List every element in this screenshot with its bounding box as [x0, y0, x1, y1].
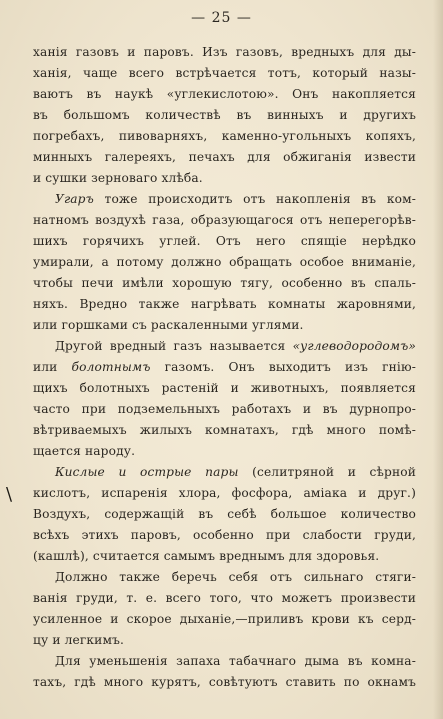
text-line: [33, 483, 416, 504]
line-text: тоже происходитъ отъ накопленія въ ком-: [93, 192, 416, 206]
body-text: [33, 42, 416, 693]
text-line: [33, 231, 416, 252]
line-text: кислотъ, испаренія хлора, фосфора, аміака и друг.): [33, 486, 416, 500]
line-text: шихъ горячихъ углей. Отъ него спящіе нерѣдко: [33, 234, 416, 248]
text-line: [33, 630, 416, 651]
text-line: [33, 42, 416, 63]
line-text: часто при подземельныхъ работахъ и въ дурнопро-: [33, 402, 416, 416]
line-text: натномъ воздухѣ газа, образующагося отъ неперегорѣв-: [33, 213, 416, 227]
emphasized-term: болотнымъ: [71, 360, 151, 374]
line-text: и сушки зерноваго хлѣба.: [33, 171, 203, 185]
emphasized-term: Угаръ: [55, 192, 94, 206]
text-line: [33, 294, 416, 315]
text-line: [33, 672, 416, 693]
text-line: [33, 420, 416, 441]
line-text: всѣхъ этихъ паровъ, особенно при слабости груди,: [33, 528, 416, 542]
text-line: [33, 441, 416, 462]
text-line: [33, 651, 416, 672]
line-text: щается народу.: [33, 444, 136, 458]
text-line: [33, 126, 416, 147]
line-text: ванія груди, т. е. всего того, что можетъ произвести: [33, 591, 416, 605]
text-line: [33, 63, 416, 84]
line-text: цу и легкимъ.: [33, 633, 125, 647]
text-line: [33, 252, 416, 273]
line-text: (кашлѣ), считается самымъ вреднымъ для здоровья.: [33, 549, 380, 563]
line-text: ханія газовъ и паровъ. Изъ газовъ, вредныхъ для ды-: [33, 45, 416, 59]
line-text: минныхъ галереяхъ, печахъ для обжиганія извести: [33, 150, 416, 164]
line-text: Воздухъ, содержащій въ себѣ большое количество: [33, 507, 416, 521]
line-text: или горшками съ раскаленными углями.: [33, 318, 304, 332]
line-text: (селитряной и сѣрной: [238, 465, 417, 479]
text-line: [33, 546, 416, 567]
text-line: [33, 273, 416, 294]
text-line: [33, 399, 416, 420]
text-line: [33, 525, 416, 546]
text-line: [33, 462, 416, 483]
emphasized-term: Кислые и острые пары: [55, 465, 239, 479]
text-line: [33, 147, 416, 168]
line-text: умирали, а потому должно обращать особое вниманіе,: [33, 255, 416, 269]
text-line: [33, 315, 416, 336]
line-text: погребахъ, пивоварняхъ, каменно-угольныхъ копяхъ,: [33, 129, 416, 143]
text-line: [33, 84, 416, 105]
text-line: [33, 567, 416, 588]
line-text: ханія, чаще всего встрѣчается тотъ, который назы-: [33, 66, 416, 80]
line-text: чтобы печи имѣли хорошую тягу, особенно въ спаль-: [33, 276, 416, 290]
line-text: газомъ. Онъ выходитъ изъ гнію-: [150, 360, 416, 374]
line-text: Другой вредный газъ называется: [55, 339, 293, 353]
page-number: — 25 —: [191, 10, 252, 26]
text-line: [33, 105, 416, 126]
text-line: [33, 189, 416, 210]
text-line: [33, 378, 416, 399]
line-text: няхъ. Вредно также нагрѣвать комнаты жаровнями,: [33, 297, 416, 311]
line-text: тахъ, гдѣ много курятъ, совѣтуютъ ставить по окнамъ: [33, 675, 416, 689]
line-text: усиленное и скорое дыханіе,—приливъ крови къ серд-: [33, 612, 416, 626]
text-line: [33, 210, 416, 231]
line-text: въ большомъ количествѣ въ винныхъ и другихъ: [33, 108, 416, 122]
text-line: [33, 357, 416, 378]
text-line: [33, 588, 416, 609]
text-line: [33, 609, 416, 630]
line-text: Должно также беречь себя отъ сильнаго стяги-: [55, 570, 416, 584]
page-edge-shadow: [433, 0, 443, 719]
line-text: Для уменьшенія запаха табачнаго дыма въ комна-: [55, 654, 416, 668]
text-line: [33, 336, 416, 357]
line-text: вѣтриваемыхъ жилыхъ комнатахъ, гдѣ много помѣ-: [33, 423, 416, 437]
line-text: или: [33, 360, 72, 374]
line-text: ваютъ въ наукѣ «углекислотою». Онъ накопляется: [33, 87, 416, 101]
emphasized-term: «углеводородомъ»: [292, 339, 416, 353]
text-line: [33, 504, 416, 525]
line-text: щихъ болотныхъ растеній и животныхъ, появляется: [33, 381, 416, 395]
text-line: [33, 168, 416, 189]
margin-mark: \: [6, 484, 13, 505]
